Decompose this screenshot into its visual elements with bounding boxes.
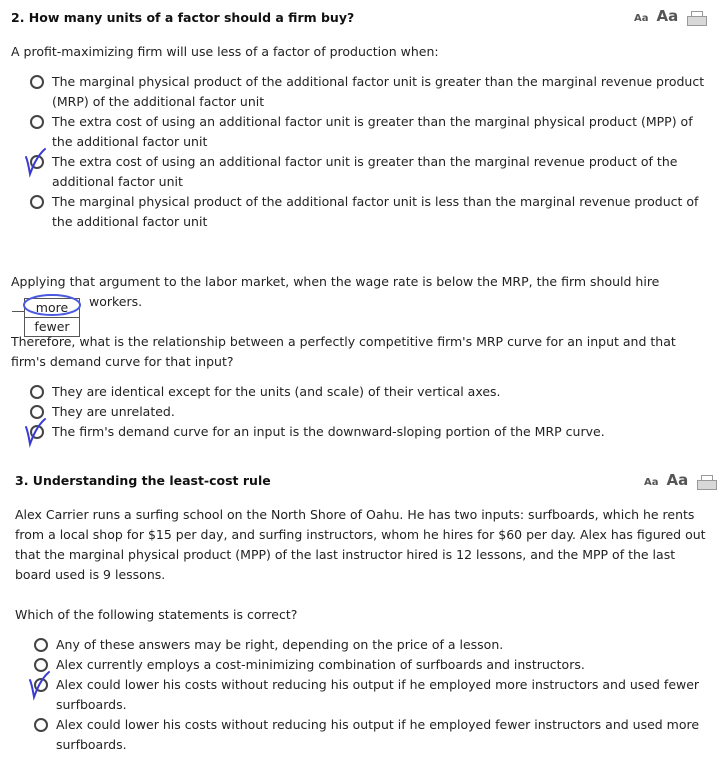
radio-button[interactable]	[34, 718, 48, 732]
q2-option-3[interactable]	[26, 152, 716, 192]
printer-icon[interactable]	[696, 475, 716, 489]
q3-option-4[interactable]	[30, 715, 716, 755]
option-label: They are unrelated.	[52, 404, 175, 419]
q2b-option-2[interactable]	[26, 402, 716, 422]
checkmark-icon	[24, 148, 46, 176]
circle-annotation	[22, 292, 86, 320]
dropdown-option-fewer[interactable]: fewer	[34, 319, 70, 334]
option-label: The extra cost of using an additional factor unit is greater than the marginal revenue product of the additional factor unit	[52, 154, 678, 189]
workers-text: workers.	[89, 294, 143, 309]
radio-button[interactable]	[30, 115, 44, 129]
option-label: They are identical except for the units (and scale) of their vertical axes.	[52, 384, 501, 399]
therefore-text: Therefore, what is the relationship between a perfectly competitive firm's MRP curve for an input and that firm's demand curve for that input?	[11, 334, 676, 369]
q2-options-2	[26, 382, 716, 442]
q2-options	[26, 72, 716, 232]
q2-option-2[interactable]	[26, 112, 716, 152]
option-label: Any of these answers may be right, depending on the price of a lesson.	[56, 637, 504, 652]
option-label: The firm's demand curve for an input is the downward-sloping portion of the MRP curve.	[52, 424, 605, 439]
radio-button[interactable]	[34, 658, 48, 672]
checkmark-icon	[24, 418, 46, 446]
radio-button[interactable]	[30, 385, 44, 399]
option-label: The marginal physical product of the additional factor unit is less than the marginal revenue product of the additional factor unit	[52, 194, 699, 229]
radio-button[interactable]	[34, 638, 48, 652]
checkmark-icon	[28, 671, 50, 699]
q3-option-2[interactable]	[30, 655, 716, 675]
printer-icon[interactable]	[686, 11, 706, 25]
labor-text: Applying that argument to the labor market, when the wage rate is below the MRP, the firm should hire	[11, 274, 660, 289]
q3-title: 3. Understanding the least-cost rule	[15, 473, 271, 488]
font-smaller-button[interactable]: Aa	[634, 13, 649, 24]
option-label: The marginal physical product of the additional factor unit is greater than the marginal revenue product (MRP) of the additional factor unit	[52, 74, 705, 109]
q2-title: 2. How many units of a factor should a firm buy?	[11, 10, 355, 25]
font-larger-button[interactable]: Aa	[656, 7, 679, 25]
option-label: Alex currently employs a cost-minimizing combination of surfboards and instructors.	[56, 657, 585, 672]
q2-font-controls	[634, 7, 706, 25]
font-smaller-button[interactable]: Aa	[644, 477, 659, 488]
option-label: The extra cost of using an additional factor unit is greater than the marginal physical product (MPP) of the additional factor unit	[52, 114, 693, 149]
q2b-option-1[interactable]	[26, 382, 716, 402]
q3-prompt: Alex Carrier runs a surfing school on the North Shore of Oahu. He has two inputs: surfboards, which he rents from a local shop for $15 per day, and surfing instructors, whom he hires for $60 per day. Alex has figured out that the marginal physical product (MPP) of the last instructor hired is 12 lessons, and the MPP of the last board used is 9 lessons.	[15, 507, 706, 582]
radio-button[interactable]	[30, 75, 44, 89]
q2-option-1[interactable]	[26, 72, 716, 112]
dropdown-option-more[interactable]: more	[25, 299, 79, 318]
q3-question: Which of the following statements is correct?	[15, 607, 298, 622]
q2-option-4[interactable]	[26, 192, 716, 232]
q3-font-controls	[644, 471, 716, 489]
option-label: Alex could lower his costs without reducing his output if he employed fewer instructors and used more surfboards.	[56, 717, 700, 752]
q3-option-1[interactable]	[30, 635, 716, 655]
radio-button[interactable]	[30, 405, 44, 419]
q3-option-3[interactable]	[30, 675, 716, 715]
q2b-option-3[interactable]	[26, 422, 716, 442]
font-larger-button[interactable]: Aa	[666, 471, 689, 489]
option-label: Alex could lower his costs without reducing his output if he employed more instructors and used fewer surfboards.	[56, 677, 700, 712]
radio-button[interactable]	[30, 195, 44, 209]
q3-options	[30, 635, 716, 755]
q2-prompt: A profit-maximizing firm will use less of a factor of production when:	[11, 44, 439, 59]
